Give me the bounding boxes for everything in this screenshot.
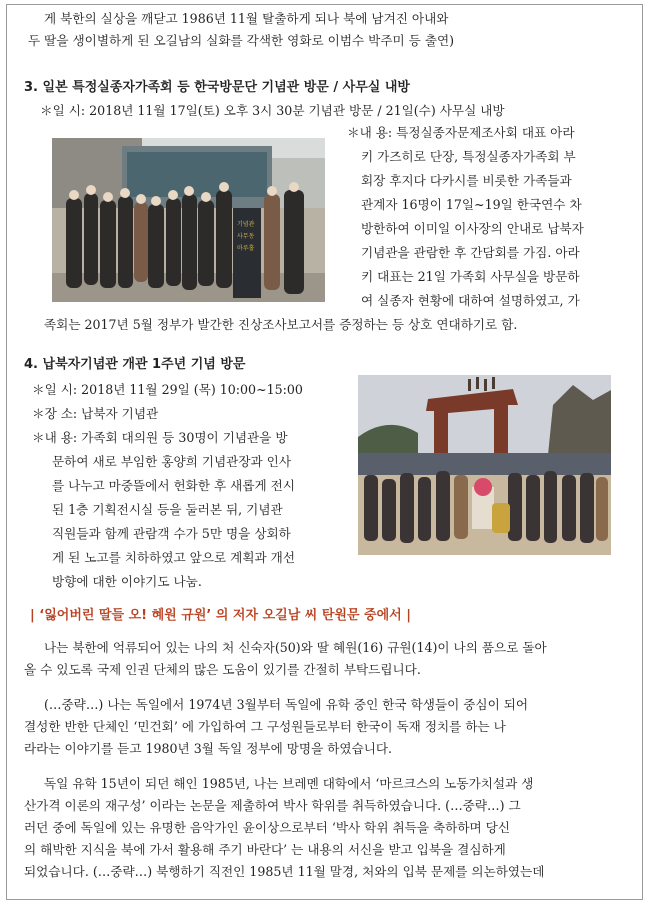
- section-4-content-7: 방향에 대한 이야기도 나눔.: [52, 574, 202, 589]
- section-4-content-4: 된 1층 기획전시실 등을 둘러본 뒤, 기념관: [52, 502, 283, 517]
- intro-line-1: 게 북한의 실상을 깨닫고 1986년 11월 탈출하게 되나 북에 남겨진 아내와: [44, 11, 449, 26]
- section-3-content-1: ＊내 용: 특정실종자문제조사회 대표 아라: [347, 125, 575, 140]
- sign-label-3: 마루홀: [237, 245, 255, 252]
- section-3-content-8: 여 실종자 현황에 대하여 설명하였고, 가: [361, 293, 580, 308]
- anniversary-visit-illustration: [358, 375, 611, 555]
- quote-p3-line-5: 되었습니다. (…중략…) 북행하기 직전인 1985년 11월 말경, 처와의 입북 문제를 의논하였는데: [24, 864, 545, 879]
- section-3-content-5: 방한하여 이미일 이사장의 안내로 납북자: [361, 221, 584, 236]
- anniversary-visit-photo: [358, 375, 611, 555]
- section-3-heading: 3. 일본 특정실종자가족회 등 한국방문단 기념관 방문 / 사무실 내방: [24, 80, 410, 95]
- japan-delegation-photo: [52, 138, 325, 302]
- section-4-content-5: 직원들과 함께 관람객 수가 5만 명을 상회하: [52, 526, 291, 541]
- section-4-content-6: 게 된 노고를 치하하였고 앞으로 계획과 개선: [52, 550, 295, 565]
- quote-p2-line-2: 결성한 반한 단체인 ‘민건회’ 에 가입하여 그 구성원들로부터 한국이 독재 정치를 하는 나: [24, 719, 506, 734]
- section-3-date: ＊일 시: 2018년 11월 17일(토) 오후 3시 30분 기념관 방문 / 21일(수) 사무실 내방: [40, 103, 505, 118]
- section-4-date: ＊일 시: 2018년 11월 29일 (목) 10:00~15:00: [32, 382, 303, 397]
- japan-delegation-illustration: [52, 138, 325, 302]
- section-3-content-2: 키 가즈히로 단장, 특정실종자가족회 부: [361, 149, 576, 164]
- section-4-content-1: ＊내 용: 가족회 대의원 등 30명이 기념관을 방: [32, 430, 288, 445]
- quote-p1-line-2: 올 수 있도록 국제 인권 단체의 많은 도움이 있기를 간절히 부탁드립니다.: [24, 662, 421, 677]
- section-3-content-7: 키 대표는 21일 가족회 사무실을 방문하: [361, 269, 580, 284]
- quote-title: | ‘잃어버린 딸들 오! 혜원 규원’ 의 저자 오길남 씨 탄원문 중에서 |: [30, 608, 412, 623]
- quote-p3-line-1: 독일 유학 15년이 되던 해인 1985년, 나는 브레멘 대학에서 ‘마르크스의 노동가치설과 생: [44, 776, 534, 791]
- quote-p2-line-1: (…중략…) 나는 독일에서 1974년 3월부터 독일에 유학 중인 한국 학생들이 중심이 되어: [44, 697, 529, 712]
- section-4-content-3: 를 나누고 마중뜰에서 헌화한 후 새롭게 전시: [52, 478, 295, 493]
- section-3-content-4: 관계자 16명이 17일~19일 한국연수 차: [361, 197, 582, 212]
- sign-label-2: 사무동: [237, 233, 255, 240]
- section-4-heading: 4. 납북자기념관 개관 1주년 기념 방문: [24, 357, 246, 372]
- quote-p3-line-2: 산가격 이론의 재구성’ 이라는 논문을 제출하여 박사 학위를 취득하였습니다. (…중략…) 그: [24, 798, 521, 813]
- quote-p3-line-3: 러던 중에 독일에 있는 유명한 음악가인 윤이상으로부터 ‘박사 학위 취득을 축하하며 당신: [24, 820, 510, 835]
- section-4-place: ＊장 소: 납북자 기념관: [32, 406, 159, 421]
- section-3-content-3: 회장 후지다 다카시를 비롯한 가족들과: [361, 173, 572, 188]
- intro-line-2: 두 딸을 생이별하게 된 오길남의 실화를 각색한 영화로 이범수 박주미 등 출연): [28, 33, 455, 48]
- section-3-content-last: 족회는 2017년 5월 정부가 발간한 진상조사보고서를 증정하는 등 상호 연대하기로 함.: [44, 317, 518, 332]
- quote-p1-line-1: 나는 북한에 억류되어 있는 나의 처 신숙자(50)와 딸 혜원(16) 규원(14)이 나의 품으로 돌아: [44, 640, 547, 655]
- sign-label-1: 기념관: [237, 221, 255, 228]
- section-3-content-6: 기념관을 관람한 후 간담회를 가짐. 아라: [361, 245, 580, 260]
- quote-p3-line-4: 의 해박한 지식을 북에 가서 활용해 주기 바란다’ 는 내용의 서신을 받고 입북을 결심하게: [24, 842, 506, 857]
- quote-p2-line-3: 라라는 이야기를 듣고 1980년 3월 독일 정부에 망명을 하였습니다.: [24, 741, 393, 756]
- section-4-content-2: 문하여 새로 부임한 홍양희 기념관장과 인사: [52, 454, 291, 469]
